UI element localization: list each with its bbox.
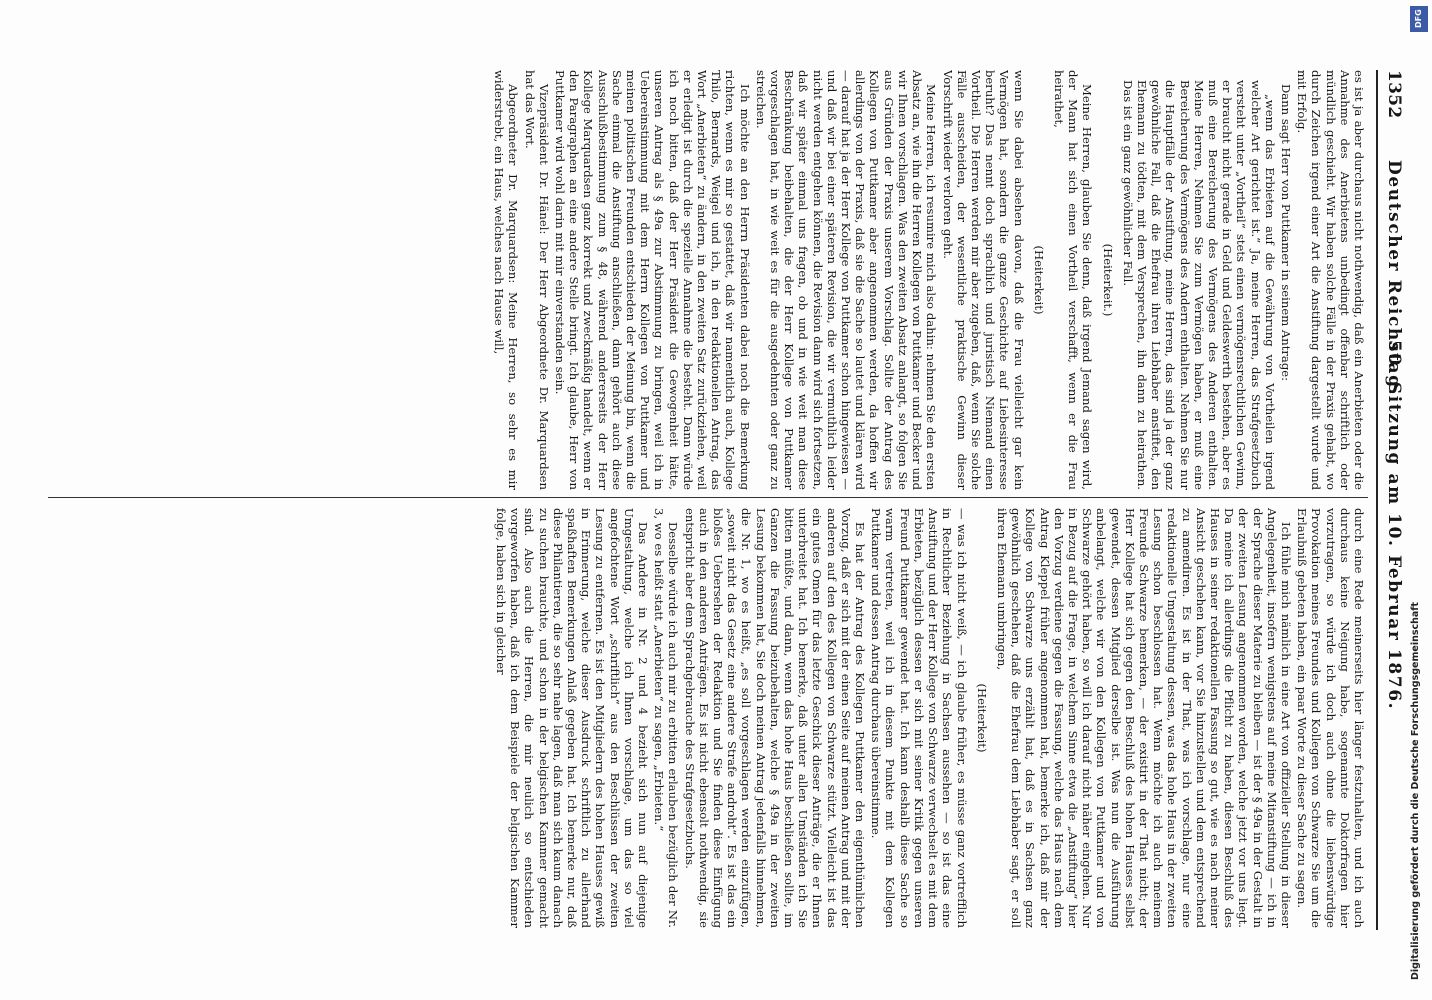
page-number: 1352	[1384, 70, 1404, 119]
right-column	[36, 508, 1366, 928]
credit-text: Digitalisierung gefördert durch die Deutsche Forschungsgemeinschaft	[1410, 602, 1421, 980]
paragraph: Dann sagt Herr von Puttkamer in seinem Antrage:	[1278, 84, 1293, 382]
digitization-credit	[1410, 30, 1426, 980]
paragraph: Desselbe würde ich auch mir zu erbitten erlauben bezüglich der Nr. 3, wo es heißt statt „Anerbieten“ zu sagen, „Erbieten.“	[652, 508, 681, 928]
laughter-note: (Heiterkeit)	[1031, 245, 1046, 315]
speaker-paragraph: Abgeordneter Dr. Marquardsen: Meine Herren, so sehr es mir widerstrebt, ein Haus, welches nach Hause will,	[492, 70, 521, 490]
left-column	[36, 70, 1366, 490]
paragraph: durch eine Rede meinerseits hier länger festzuhalten, und ich auch durchaus keine Neigung habe, sogenannte Doktorfragen hier vorzutragen, so würde ich doch auch ohne die liebenswürdige Provokation meines Freundes und Kollegen von Schwarze Sie um die Erlaubniß gebeten haben, ein paar Worte zu dieser Sache zu sagen.	[1295, 508, 1366, 928]
page-header	[1376, 70, 1404, 930]
paragraph: Ich möchte an den Herrn Präsidenten dabei noch die Bemerkung richten, wenn es mir so gestattet, daß wir namentlich auch, Kollege Thilo, Bernards, Weigel und ich, in den redaktionellen Antrag, das Wort „Anerbieten“ zu ändern, in den zweiten Satz zurückziehen, weil er erledigt ist durch die spezielle Annahme die besteht. Dann würde ich noch bitten, daß der Herr Präsident die Gewogenheit hätte, unseren Antrag als § 49a zur Abstimmung zu bringen, weil ich in Uebereinstimmung mit dem Herrn Kollegen von Puttkamer und meinen politischen Freunden entschieden der Meinung bin, wenn die Sache einmal die Anstiftung anschließen, dann gehört auch diese Ausschlußbestimmung zum § 48, während andererseits der Herr Kollege Marquardsen ganz korrekt und zweckmäßig handelt, wenn er den Paragraphen an eine andere Stelle bringt. Ich glaube, Herr von Puttkamer wird wohl darin mit mir einverstanden sein.	[553, 70, 752, 490]
column-divider	[48, 497, 1368, 498]
paragraph: — was ich nicht weiß, — ich glaube früher, es müsse ganz vortrefflich in Rechtlicher Beziehung in Sachsen aussehen — so ist das eine Anstiftung und der Herr Kollege von Schwarze verwechselt es mit dem Erbieten, bezüglich dessen er sich mit seiner Kritik gegen unseren Freund Puttkamer gewendet hat. Ich kann deshalb diese Sache so warm vertreten, weil ich in diesem Punkte mit dem Kollegen Puttkamer und dessen Antrag durchaus übereinstimme.	[869, 508, 969, 928]
paragraph: wenn Sie dabei absehen davon, daß die Frau vielleicht gar kein Vermögen hat, sondern die ganze Geschichte auf Liebesinteresse beruht? Das nennt doch sprachlich und juristisch Niemand einen Vortheil. Die Herren werden mir aber zugeben, daß, wenn Sie solche Fälle ausscheiden, der wesentliche praktische Gewinn dieser Vorschrift wieder verloren geht.	[940, 70, 1026, 490]
paragraph: Meine Herren, glauben Sie denn, daß irgend Jemand sagen wird, der Mann hat sich einen Vortheil verschafft, wenn er die Frau heirathet,	[1051, 70, 1095, 490]
paragraph: es ist ja aber durchaus nicht nothwendig, daß ein Anerbieten oder die Annahme des Anerbietens unbedingt offenbar schriftlich oder mündlich geschieht. Wir haben solche Fälle in der Praxis gehabt, wo durch Zeichen irgend einer Art die Anstiftung dargestellt wurde und mit Erfolg.	[1295, 70, 1366, 490]
speaker-paragraph: Vizepräsident Dr. Hänel: Der Herr Abgeordnete Dr. Marquardsen hat das Wort.	[522, 70, 551, 490]
paragraph: Es hat der Antrag des Kollegen Puttkamer den eigenthümlichen Vorzug, daß er sich mit der einen Seite auf meinen Antrag und mit der anderen auf den des Kollegen von Schwarze stützt. Vielleicht ist das ein gutes Omen für das letzte Geschick dieser Anträge, die er Ihnen unterbreitet hat. Ich bemerke, daß unter allen Umständen ich Sie bitten müßte, und dann, wenn das hohe Haus beschließen sollte, im Ganzen die Fassung beizubehalten, welche § 49a in der zweiten Lesung bekommen hat, Sie doch meinen Antrag jedenfalls hinnehmen, die Nr. 1, wo es heißt, „es soll vorgeschlagen werden einzufügen, „soweit nicht das Gesetz eine andere Strafe androht“. Es ist das ein bloßes Uebersehen der Redaktion und Sie finden diese Einfügung auch in den anderen Anträgen. Es ist nicht ebensolt nothwendig, sie entspricht aber dem Sprachgebrauche des Strafgesetzbuchs.	[682, 508, 868, 928]
session-date: 50. Sitzung am 10. Februar 1876.	[1384, 340, 1404, 711]
quote: „wenn das Erbieten auf die Gewährung von Vortheilen irgend welcher Art gerichtet ist.“ Ja, meine Herren, das Strafgesetzbuch versteht unter „Vortheil“ stets einen vermögensrechtlichen Gewinn, er braucht nicht gerade in Geld und Geldeswerth bestehen, aber es muß eine Bereicherung des Vermögens des Anderen enthalten. Meine Herren, Nehmen Sie zum Vermögen haben, er muß eine Bereicherung des Vermögens des Andern enthalten. Nehmen Sie nur die Hauptfälle der Anstiftung, meine Herren, das sind ja der ganz gewöhnliche Fall, daß die Ehefrau ihren Liebhaber anstiftet, den Ehemann zu tödten, mit dem Versprechen, ihn dann zu heirathen. Das ist ein ganz gewöhnlicher Fall.	[1120, 80, 1277, 490]
laughter-note: (Heiterkeit.)	[1100, 243, 1115, 317]
paragraph: Meine Herren, ich resumire mich also dahin: nehmen Sie den ersten Absatz an, wie ihn die Herren Kollegen von Puttkamer und Becker und wir Ihnen vorschlagen. Was den zweiten Absatz anlangt, so folgen Sie aus Gründen der Praxis unserem Vorschlag. Sollte der Antrag des Kollegen von Puttkamer aber angenommen werden, da hoffen wir allerdings von der Praxis, daß sie die Sache so lautet und klären wird — darauf hat ja der Herr Kollege von Puttkamer schon hingewiesen — und daß wir bei einer späteren Revision, die wir vermuthlich leider nicht werden entgehen können, die Revision dann wird sich fortsetzen, daß wir später einmal uns fragen, ob und in wie weit man diese Beschränkung beibehalten, die der Herr Kollege von Puttkamer vorgeschlagen hat, in wie weit es für die ausgedehnten oder ganz zu streichen.	[753, 70, 939, 490]
dfg-logo: DFG	[1410, 6, 1428, 32]
paragraph: Ich fühle mich nämlich in eine Art von offizieller Stellung in dieser Angelegenheit, insofern wenigstens auf meine Mitanstiftung — ich in der Sprache dieser Materie zu bleiben — ist der § 49a in der Gestalt in der zweiten Lesung angenommen worden, welche jetzt vor uns liegt. Da meine ich allerdings die Pflicht zu haben, diesen Beschluß des Hauses in seiner redaktionellen Fassung so gut, wie es nach meiner Ansicht geschehen kann, vor Sie hinzustellen und dem entsprechend zu amendiren. Es ist in der That, was ich vorschlage, nur eine redaktionelle Umgestaltung dessen, was das hohe Haus in der zweiten Lesung schon beschlossen hat. Wenn möchte ich auch meinem Freunde Schwarze bemerken, — der existirt in der That nicht; der Herr Kollege hat sich gegen den Beschluß des hohen Hauses selbst gewendet, dessen Mitglied derselbe ist. Was nun die Ausführung anbelangt, welche wir von den Kollegen von Puttkamer und von Schwarze gehört haben, so will ich darauf nicht näher eingehen. Nur in Bezug auf die Frage, in welchem Sinne etwa die „Anstiftung“ hier den Vorzug verdiene gegen die Fassung, welche das Haus nach dem Antrag Kleppel früher angenommen hat, bemerke ich, daß mir der Kollege von Schwarze uns erzählt hat, daß es in Sachsen ganz gewöhnlich geschehen, daß die Ehefrau dem Liebhaber sagt, er soll ihren Ehemann umbringen,	[994, 508, 1293, 928]
laughter-note: (Heiterkeit)	[974, 683, 989, 753]
journal-title: Deutscher Reichstag.	[1384, 160, 1404, 397]
paragraph: Das Andere in Nr. 2 und 4 bezieht sich nun auf diejenige Umgestaltung, welche ich Ihnen vorschlage, um das so viel angefochtene Wort „schriftlich“ aus den Beschlüssen der zweiten Lesung zu entfernen. Es ist den Mitgliedern des hohen Hauses gewiß in Erinnerung, welche dieser Ausdruck schriftlich zu allerhand spaßhaften Bemerkungen Anlaß gegeben hat. Ich bemerke nur, daß diese Philantieren, die so sehr nahe lagen, daß man sich kaum danach zu suchen brauchte, und schon in der belgischen Kammer gemacht sind. Also auch die Herren, die mir neulich so entschieden vorgeworfen haben, daß ich dem Beispiele der belgischen Kammer folge, haben sich in gleicher	[494, 508, 651, 928]
